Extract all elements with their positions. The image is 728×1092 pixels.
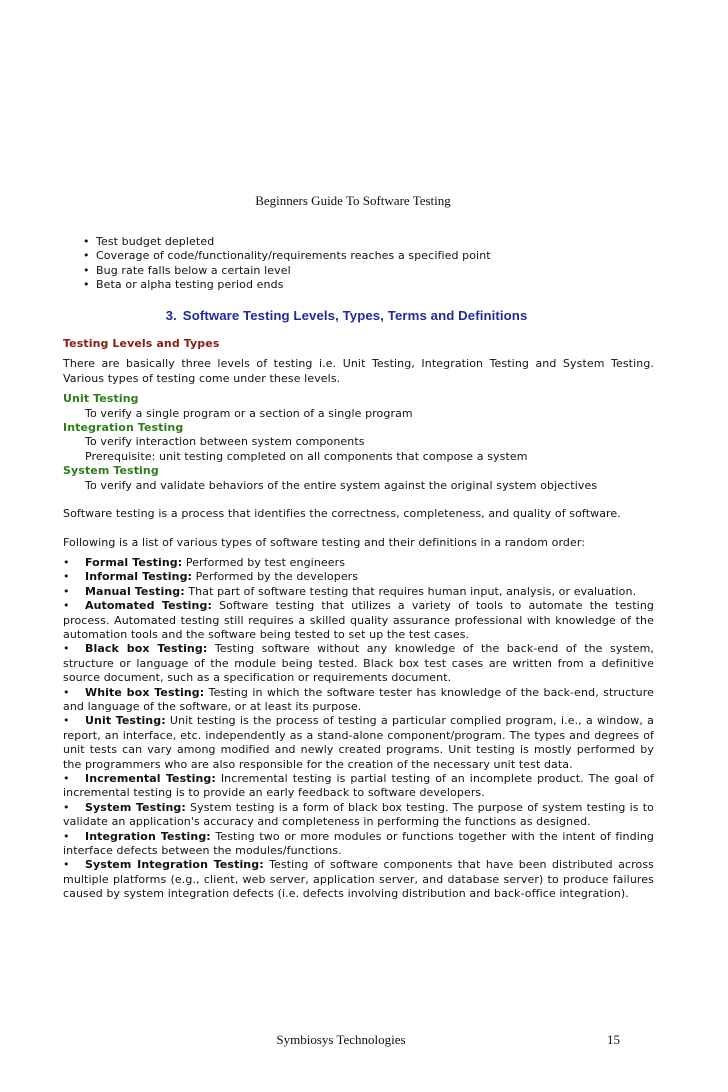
definition-paragraph: Software testing is a process that identifies the correctness, completeness, and quality of software. — [63, 507, 621, 521]
list-item — [63, 570, 654, 584]
testing-types-list — [63, 556, 654, 902]
list-item: • Bug rate falls below a certain level — [83, 264, 654, 278]
page-header: Beginners Guide To Software Testing — [255, 193, 451, 208]
unit-testing-line: To verify a single program or a section of a single program — [85, 406, 413, 420]
list-item — [63, 830, 654, 859]
list-item — [63, 599, 654, 642]
term: System Testing: — [85, 800, 186, 814]
definition: Testing software without any knowledge of the back-end of the system, structure or language of the module being tested. Black box test cases are written from a definitive source document, such as a specification or requirements document. — [63, 642, 654, 685]
definition: Performed by test engineers — [182, 555, 346, 569]
footer-company: Symbiosys Technologies — [276, 1032, 406, 1047]
section-number: 3. — [165, 307, 177, 323]
bullet-icon: • — [63, 858, 70, 872]
definition: Testing in which the software tester has knowledge of the back-end, structure and language of the software, or at least its purpose. — [63, 685, 655, 713]
levels-intro: There are basically three levels of testing i.e. Unit Testing, Integration Testing and System Testing. Various types of testing come under these levels. — [63, 357, 654, 385]
definition: Unit testing is the process of testing a particular complied program, i.e., a window, a report, an interface, etc. independently as a stand-alone component/program. The types and degrees of unit tests can vary among modified and newly created programs. Unit testing is mostly performed by the programmers who are also responsible for the creation of the necessary unit test data. — [63, 714, 654, 771]
integration-testing-line: Prerequisite: unit testing completed on all components that compose a system — [85, 449, 528, 463]
list-item — [63, 801, 654, 830]
list-item — [63, 686, 654, 715]
term: Informal Testing: — [85, 570, 193, 584]
bullet-icon: • — [63, 685, 70, 699]
list-item — [63, 585, 654, 599]
bullet-icon: • — [63, 714, 70, 728]
term: Formal Testing: — [85, 555, 183, 569]
section-title-text: Software Testing Levels, Types, Terms and Definitions — [182, 307, 528, 323]
definition: Performed by the developers — [192, 570, 359, 584]
definition: Testing of software components that have been distributed across multiple platforms (e.g., client, web server, application server, and database server) to produce failures caused by system integration defects (i.e. defects involving distribution and back-office integration). — [63, 858, 654, 901]
unit-testing-heading: Unit Testing — [63, 392, 139, 406]
term: System Integration Testing: — [85, 858, 264, 872]
system-testing-heading: System Testing — [63, 464, 159, 478]
page-number: 15 — [607, 1032, 620, 1047]
page-content — [63, 235, 654, 902]
bullet-icon: • — [63, 555, 70, 569]
term: Manual Testing: — [85, 584, 185, 598]
list-item — [63, 642, 654, 685]
definition: Testing two or more modules or functions together with the intent of finding interface defects between the modules/functions. — [63, 829, 655, 858]
definition: That part of software testing that requires human input, analysis, or evaluation. — [184, 584, 637, 598]
list-item: • Coverage of code/functionality/requirements reaches a specified point — [83, 249, 654, 263]
term: Incremental Testing: — [85, 772, 216, 785]
term: Unit Testing: — [85, 714, 166, 728]
section-title — [63, 309, 654, 323]
bullet-icon: • — [63, 570, 70, 584]
list-item — [63, 858, 654, 901]
bullet-icon: • — [63, 829, 70, 843]
bullet-icon: • — [63, 584, 70, 598]
term: White box Testing: — [85, 685, 205, 699]
term: Black box Testing: — [85, 642, 208, 656]
term: Integration Testing: — [85, 829, 211, 843]
bullet-icon: • — [63, 772, 70, 785]
definition: System testing is a form of black box testing. The purpose of system testing is to validate an application's accuracy and completeness in performing the functions as designed. — [63, 800, 654, 829]
term: Automated Testing: — [85, 599, 212, 613]
definition: Software testing that utilizes a variety of tools to automate the testing process. Automated testing still requires a skilled quality assurance professional with knowledge of the automation tools and the software being tested to set up the test cases. — [63, 599, 654, 641]
levels-heading: Testing Levels and Types — [63, 337, 220, 351]
integration-testing-heading: Integration Testing — [63, 421, 184, 435]
list-intro-paragraph: Following is a list of various types of software testing and their definitions in a random order: — [63, 535, 586, 549]
system-testing-line: To verify and validate behaviors of the entire system against the original system objectives — [85, 478, 598, 492]
list-item — [63, 556, 654, 570]
bullet-icon: • — [63, 642, 70, 656]
list-item: • Test budget depleted — [83, 235, 654, 249]
list-item: • Beta or alpha testing period ends — [83, 278, 654, 292]
integration-testing-line: To verify interaction between system components — [85, 435, 365, 449]
exit-criteria-list — [83, 235, 654, 293]
list-item — [63, 772, 654, 801]
definition: Incremental testing is partial testing of an incomplete product. The goal of incremental testing is to provide an early feedback to software developers. — [63, 772, 654, 800]
bullet-icon: • — [63, 800, 70, 814]
list-item — [63, 714, 654, 772]
bullet-icon: • — [63, 599, 70, 613]
